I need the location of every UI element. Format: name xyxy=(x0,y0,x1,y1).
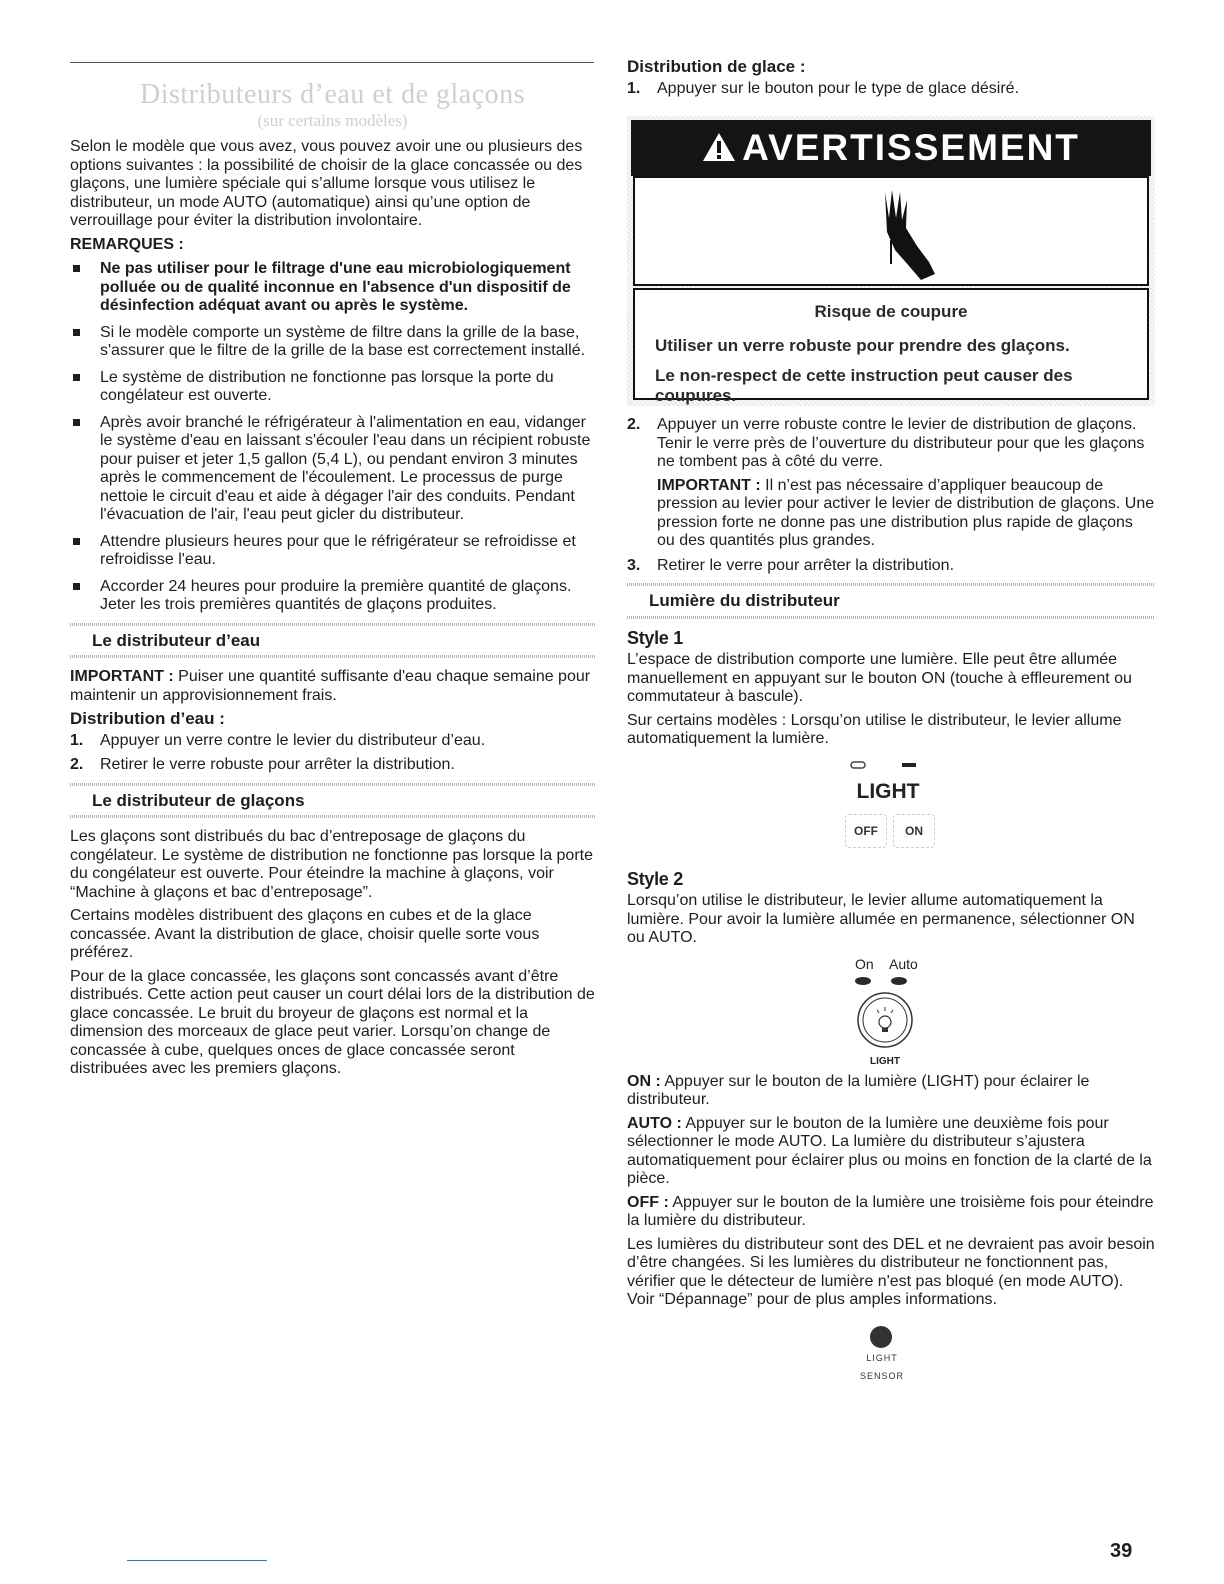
list-item: 3. Retirer le verre pour arrêter la distribution. xyxy=(627,556,955,574)
light-button-label: LIGHT xyxy=(870,1055,900,1067)
warning-triangle-icon xyxy=(702,132,736,162)
on-indicator-label: On xyxy=(855,955,874,972)
light-button-figure xyxy=(627,953,1155,1073)
warning-pictogram-area xyxy=(633,176,1149,286)
page-number: 39 xyxy=(1110,1540,1133,1562)
off-button[interactable]: OFF xyxy=(845,814,887,848)
glacons-paragraph: Les glaçons sont distribués du bac d’entreposage de glaçons du congélateur. Le système de distribution ne fonctionne pas lorsque la porte du congélateur est ouverte. Pour éteindre la machine à glaçons, voir “Machine à glaçons et bac d’entreposage”. xyxy=(70,828,593,901)
distribution-eau-heading: Distribution d’eau : xyxy=(70,709,225,728)
section-heading-glacons: Le distributeur de glaçons xyxy=(70,783,595,819)
left-column xyxy=(70,138,595,1084)
list-item: Si le modèle comporte un système de filtre dans la grille de la base, s'assurer que le filtre de la grille de la base est correctement installé. xyxy=(70,324,595,361)
light-switch-figure xyxy=(627,754,1155,870)
footer-rule xyxy=(127,1560,267,1561)
light-sensor-figure xyxy=(627,1315,1155,1385)
style2-heading: Style 2 xyxy=(627,868,683,889)
list-item: 2. Retirer le verre robuste pour arrêter la distribution. xyxy=(70,756,455,773)
light-button-icon[interactable] xyxy=(856,991,914,1049)
off-paragraph: OFF : Appuyer sur le bouton de la lumière une troisième fois pour éteindre la lumière du distributeur. xyxy=(627,1193,1154,1229)
glacons-paragraph: Pour de la glace concassée, les glaçons sont concassés avant d’être distribués. Cette action peut causer un court délai lors de la distribution de glace concassée. Le bruit du broyeur de glaçons est normal et la dimension des morceaux de glace peut varier. Lorsqu’on change de concassée à cube, quelques onces de glace concassée seront distribuées avec les premiers glaçons. xyxy=(70,967,595,1077)
section-heading-eau: Le distributeur d’eau xyxy=(70,623,595,659)
remarques-list xyxy=(70,260,595,615)
style2-paragraph: Lorsqu’on utilise le distributeur, le levier allume automatiquement la lumière. Pour avoir la lumière allumée en permanence, sélectionner ON ou AUTO. xyxy=(627,892,1135,946)
glace-steps xyxy=(627,416,1155,575)
list-item: Le système de distribution ne fonctionne pas lorsque la porte du congélateur est ouverte. xyxy=(70,369,595,406)
del-paragraph: Les lumières du distributeur sont des DEL et ne devraient pas avoir besoin d’être changées. Si les lumières du distributeur ne fonctionnent pas, vérifier que le détecteur de lumière n'est pas bloqué (en mode AUTO). Voir “Dépannage” pour de plus amples informations. xyxy=(627,1235,1155,1308)
page-subtitle: (sur certains modèles) xyxy=(257,111,408,130)
list-item: Ne pas utiliser pour le filtrage d'une eau microbiologiquement polluée ou de qualité inconnue en l'absence d'un dispositif de désinfection adéquat avant ou après le système. xyxy=(70,260,595,316)
page-title: Distributeurs d’eau et de glaçons xyxy=(139,79,526,110)
on-paragraph: ON : Appuyer sur le bouton de la lumière (LIGHT) pour éclairer le distributeur. xyxy=(627,1072,1090,1108)
warning-line-2: Le non-respect de cette instruction peut causer des coupures. xyxy=(655,366,1073,405)
intro-paragraph: Selon le modèle que vous avez, vous pouvez avoir une ou plusieurs des options suivantes : la possibilité de choisir de la glace concassée ou des glaçons, une lumière spéciale qui s’allume lorsque vous utilisez le distributeur, un mode AUTO (automatique) ainsi qu’une option de verrouillage pour éviter la distribution involontaire. xyxy=(70,138,583,229)
list-item: Attendre plusieurs heures pour que le réfrigérateur se refroidisse et refroidisse l'eau. xyxy=(70,533,595,570)
list-item: 2. Appuyer un verre robuste contre le levier de distribution de glaçons. Tenir le verre près de l’ouverture du distributeur pour que les glaçons ne tombent pas à côté du verre. IMPORTANT : Il n’est pas nécessaire d’appliquer beaucoup de pression au levier pour activer le levier de distribution de glaçons. Une pression forte ne donne pas une distribution plus rapide de glaçons ou des quantités plus grandes. xyxy=(627,416,1155,549)
warning-line-1: Utiliser un verre robuste pour prendre des glaçons. xyxy=(655,336,1070,355)
warning-text xyxy=(633,288,1149,405)
style1-paragraph: Sur certains modèles : Lorsqu’on utilise le distributeur, le levier allume automatiquement la lumière. xyxy=(627,711,1122,747)
remarques-label: REMARQUES : xyxy=(70,235,184,253)
style1-heading: Style 1 xyxy=(627,627,683,648)
light-sensor-label: LIGHT SENSOR xyxy=(859,1352,904,1381)
distribution-eau-steps xyxy=(70,732,595,775)
glacons-paragraph: Certains modèles distribuent des glaçons en cubes et de la glace concassée. Avant la distribution de glace, choisir quelle sorte vous préférez. xyxy=(70,907,540,961)
glace-step-1 xyxy=(627,80,1155,99)
auto-indicator-label: Auto xyxy=(889,955,918,972)
auto-paragraph: AUTO : Appuyer sur le bouton de la lumière une deuxième fois pour sélectionner le mode AUTO. La lumière du distributeur s’ajustera automatiquement pour éclairer plus ou moins en fonction de la clarté de la pièce. xyxy=(627,1114,1152,1187)
right-column xyxy=(627,58,1155,1385)
on-button[interactable]: ON xyxy=(893,814,935,848)
list-item: Après avoir branché le réfrigérateur à l'alimentation en eau, vidanger le système d'eau en laissant s'écouler l'eau dans un récipient robuste pour puiser et jeter 1,5 gallon (5,4 L), ou pendant environ 3 minutes après le commencement de l'écoulement. Le processus de purge nettoie le circuit d'eau et aide à dégager l'air des conduits. Pendant l'évacuation de l'air, l'eau peut gicler du distributeur. xyxy=(70,414,595,525)
top-rule xyxy=(70,62,594,63)
list-item: 1. Appuyer sur le bouton pour le type de glace désiré. xyxy=(627,79,1020,97)
light-label: LIGHT xyxy=(856,779,920,803)
list-item: 1. Appuyer un verre contre le levier du distributeur d’eau. xyxy=(70,731,486,749)
warning-banner: AVERTISSEMENT xyxy=(631,120,1151,176)
eau-important: IMPORTANT : Puiser une quantité suffisante d'eau chaque semaine pour maintenir un approvisionnement frais. xyxy=(70,668,591,704)
light-sensor-icon xyxy=(869,1325,893,1349)
warning-hazard: Risque de coupure xyxy=(814,302,968,321)
section-heading-lumiere: Lumière du distributeur xyxy=(627,583,1155,619)
list-item: Accorder 24 heures pour produire la première quantité de glaçons. Jeter les trois premières quantités de glaçons produites. xyxy=(70,578,595,615)
style1-paragraph: L’espace de distribution comporte une lumière. Elle peut être allumée manuellement en appuyant sur le bouton ON (touche à effleurement ou commutateur à bascule). xyxy=(627,651,1132,705)
cut-hand-icon xyxy=(865,184,945,284)
warning-box xyxy=(627,116,1155,406)
distribution-glace-heading: Distribution de glace : xyxy=(627,57,806,76)
indicator-leds-icon xyxy=(853,975,913,987)
light-toggle-indicators-icon xyxy=(847,758,927,772)
